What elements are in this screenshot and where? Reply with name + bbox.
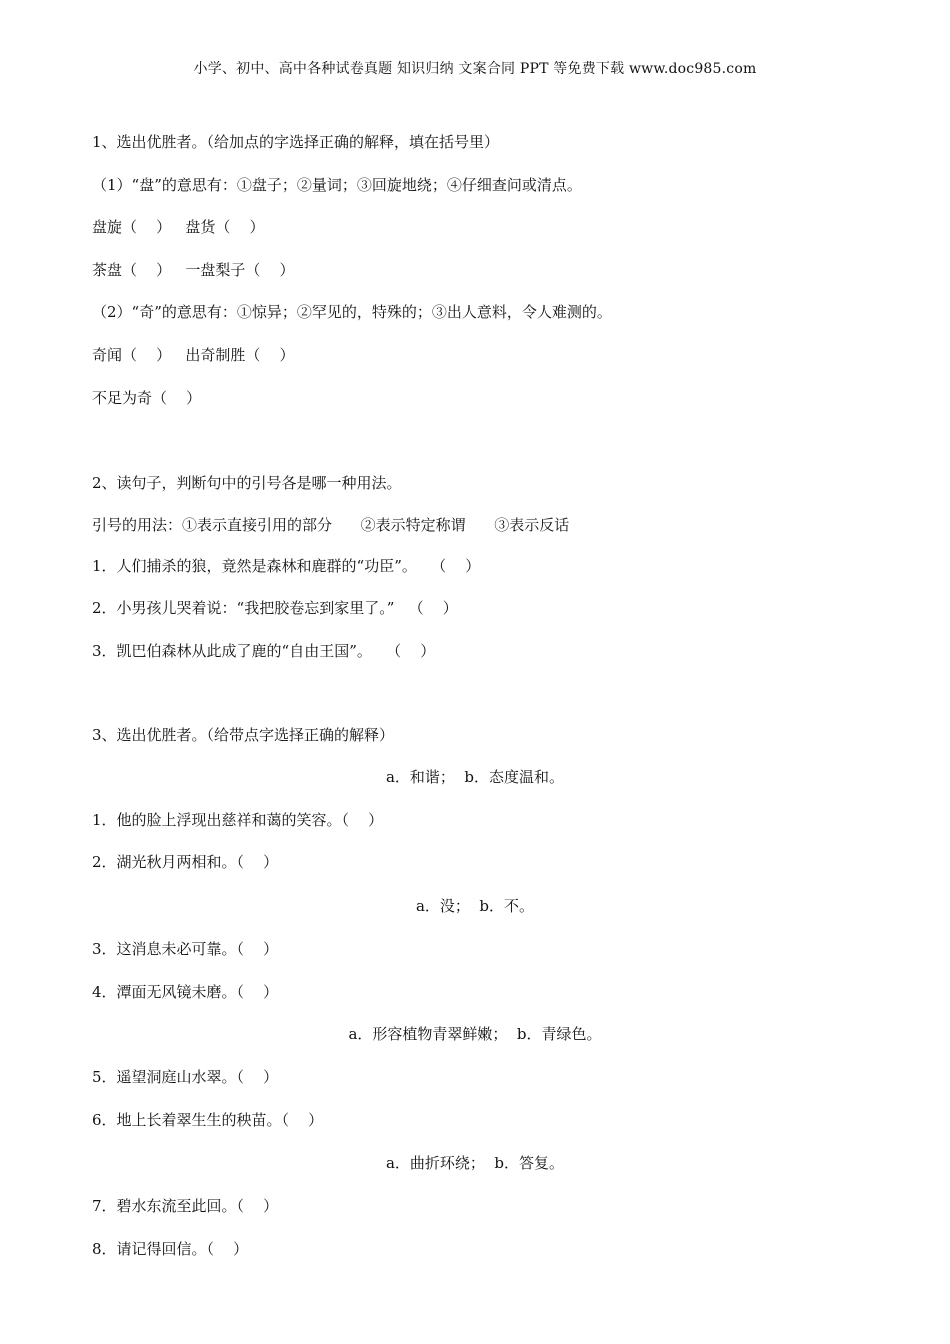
- q2-sentence-2: 2．小男孩儿哭着说：“我把胶卷忘到家里了。” （ ）: [92, 599, 458, 617]
- q3-sentence-3: 3．这消息未必可靠。（ ）: [92, 940, 279, 958]
- q3-sentence-2: 2．湖光秋月两相和。（ ）: [92, 853, 279, 871]
- q3-sentence-4: 4．潭面无风镜未磨。（ ）: [92, 983, 279, 1001]
- q1-title: 1、选出优胜者。（给加点的字选择正确的解释，填在括号里）: [92, 133, 500, 151]
- q2-title: 2、读句子，判断句中的引号各是哪一种用法。: [92, 474, 402, 492]
- q1-part2-items-b: 不足为奇（ ）: [92, 389, 202, 407]
- q3-options-2: a．没； b．不。: [415, 897, 535, 915]
- q3-options-4: a．曲折环绕； b．答复。: [385, 1154, 565, 1172]
- q3-sentence-1: 1．他的脸上浮现出慈祥和蔼的笑容。（ ）: [92, 811, 384, 829]
- q2-usage: 引号的用法：①表示直接引用的部分 ②表示特定称谓 ③表示反话: [92, 516, 570, 534]
- q1-part2-items-a: 奇闻（ ） 出奇制胜（ ）: [92, 346, 295, 364]
- q1-part2-definition: （2）“奇”的意思有：①惊异；②罕见的，特殊的；③出人意料，令人难测的。: [92, 303, 612, 321]
- q3-options-3: a．形容植物青翠鲜嫩； b．青绿色。: [348, 1025, 602, 1043]
- q3-title: 3、选出优胜者。（给带点字选择正确的解释）: [92, 726, 395, 744]
- q3-options-1: a．和谐； b．态度温和。: [385, 768, 565, 786]
- q1-part1-items-a: 盘旋（ ） 盘货（ ）: [92, 218, 265, 236]
- q2-sentence-1: 1．人们捕杀的狼，竟然是森林和鹿群的“功臣”。 （ ）: [92, 557, 481, 575]
- q2-sentence-3: 3．凯巴伯森林从此成了鹿的“自由王国”。 （ ）: [92, 642, 436, 660]
- q3-sentence-5: 5．遥望洞庭山水翠。（ ）: [92, 1068, 279, 1086]
- q1-part1-definition: （1）“盘”的意思有：①盘子；②量词；③回旋地绕；④仔细查问或清点。: [92, 176, 582, 194]
- q3-sentence-8: 8．请记得回信。（ ）: [92, 1240, 249, 1258]
- q3-sentence-6: 6．地上长着翠生生的秧苗。（ ）: [92, 1111, 324, 1129]
- page-header: 小学、初中、高中各种试卷真题 知识归纳 文案合同 PPT 等免费下载 www.doc985.com: [193, 61, 757, 77]
- q3-sentence-7: 7．碧水东流至此回。（ ）: [92, 1197, 279, 1215]
- q1-part1-items-b: 茶盘（ ） 一盘梨子（ ）: [92, 261, 295, 279]
